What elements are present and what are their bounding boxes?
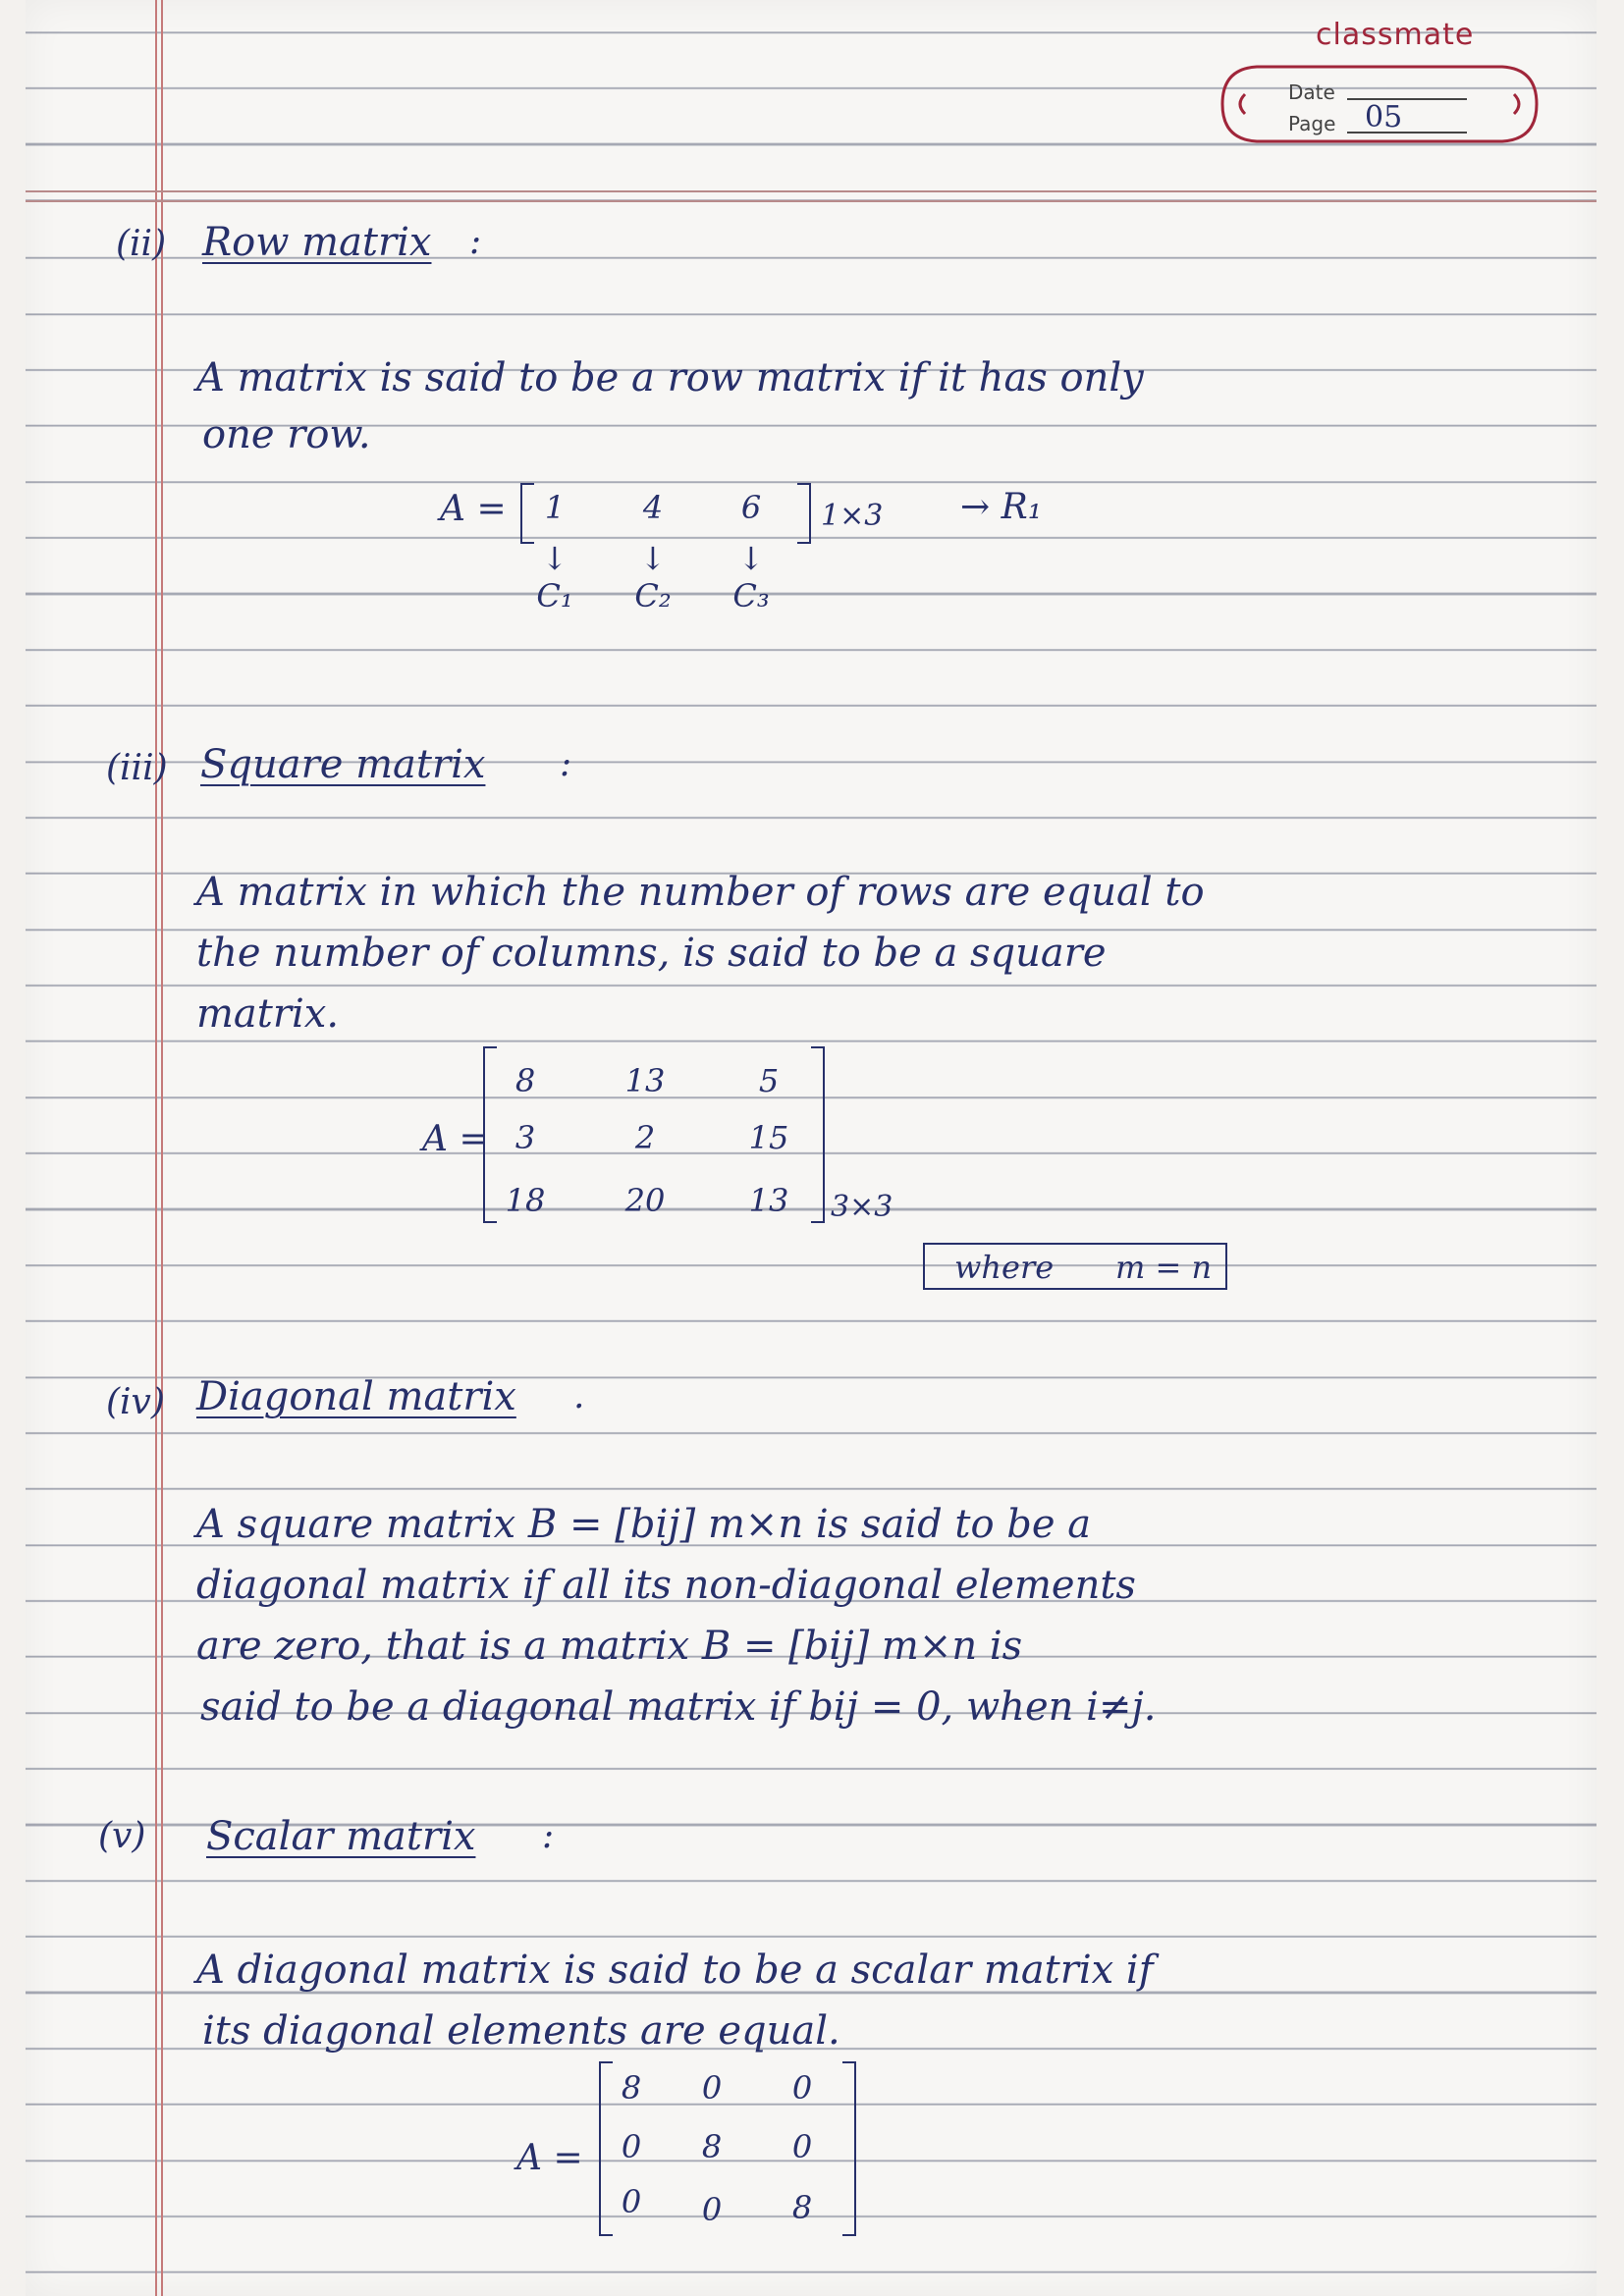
- square-matrix-cell: 18: [505, 1182, 546, 1219]
- square-matrix-cell: 15: [748, 1119, 789, 1156]
- scalar-matrix-cell: 8: [791, 2189, 813, 2226]
- row-matrix-order: 1×3: [821, 499, 884, 533]
- heading-square-suffix: :: [560, 744, 572, 784]
- date-page-badge: [1218, 55, 1542, 153]
- row-matrix-label: A =: [440, 489, 507, 529]
- diagonal-text-line-3: are zero, that is a matrix B = [bij] m×n is: [196, 1624, 1023, 1669]
- column-label: C₃: [732, 577, 770, 614]
- row-matrix-cell: 6: [740, 489, 762, 526]
- square-matrix-right-bracket: [811, 1046, 825, 1223]
- scalar-matrix-cell: 0: [621, 2128, 642, 2165]
- header-rule: [26, 190, 1597, 192]
- heading-scalar-suffix: :: [542, 1816, 555, 1856]
- condition-m-equals-n: m = n: [1115, 1249, 1213, 1286]
- brand-logo: classmate: [1316, 18, 1475, 52]
- column-label: C₂: [634, 577, 672, 614]
- row-matrix-cell: 4: [642, 489, 664, 526]
- square-matrix-cell: 13: [624, 1062, 666, 1099]
- row-text-line-1: A matrix is said to be a row matrix if it has only: [196, 355, 1144, 400]
- row-matrix-cell: 1: [544, 489, 566, 526]
- row-matrix-right-bracket: [797, 483, 811, 544]
- square-matrix-cell: 13: [748, 1182, 789, 1219]
- section-number-square: (iii): [106, 748, 168, 788]
- column-label: C₁: [536, 577, 573, 614]
- scalar-matrix-cell: 8: [701, 2128, 723, 2165]
- down-arrow-icon: ↓: [541, 540, 568, 577]
- square-matrix-cell: 8: [514, 1062, 536, 1099]
- scalar-matrix-label: A =: [516, 2138, 583, 2178]
- scalar-matrix-cell: 0: [791, 2128, 813, 2165]
- heading-diagonal-suffix: .: [573, 1376, 585, 1416]
- scalar-matrix-cell: 0: [791, 2069, 813, 2107]
- diagonal-text-line-1: A square matrix B = [bij] m×n is said to be a: [196, 1502, 1092, 1547]
- square-matrix-label: A =: [422, 1119, 489, 1159]
- heading-diagonal-matrix: Diagonal matrix: [196, 1374, 516, 1419]
- scalar-matrix-cell: 8: [621, 2069, 642, 2107]
- condition-box: [923, 1243, 1227, 1290]
- square-matrix-cell: 3: [514, 1119, 536, 1156]
- diagonal-text-line-4: said to be a diagonal matrix if bij = 0, when i≠j.: [200, 1684, 1157, 1730]
- condition-where: where: [954, 1249, 1055, 1286]
- section-number-scalar: (v): [98, 1816, 146, 1856]
- down-arrow-icon: ↓: [737, 540, 765, 577]
- heading-row-matrix: Row matrix: [202, 220, 432, 265]
- section-number-row: (ii): [116, 224, 167, 264]
- diagonal-text-line-2: diagonal matrix if all its non-diagonal elements: [196, 1563, 1136, 1608]
- square-text-line-2: the number of columns, is said to be a square: [196, 931, 1107, 976]
- scalar-matrix-cell: 0: [701, 2191, 723, 2228]
- date-label: Date: [1288, 80, 1335, 104]
- section-number-diagonal: (iv): [106, 1382, 165, 1422]
- margin-line-left: [155, 0, 157, 2296]
- square-matrix-cell: 5: [758, 1062, 780, 1099]
- scalar-matrix-cell: 0: [621, 2183, 642, 2220]
- heading-row-suffix: :: [469, 222, 482, 262]
- square-matrix-cell: 20: [624, 1182, 666, 1219]
- scalar-matrix-right-bracket: [842, 2061, 856, 2236]
- row-marker: → R₁: [960, 487, 1043, 527]
- square-matrix-order: 3×3: [831, 1190, 893, 1224]
- scalar-text-line-1: A diagonal matrix is said to be a scalar matrix if: [196, 1948, 1154, 1993]
- square-text-line-3: matrix.: [196, 991, 340, 1037]
- heading-scalar-matrix: Scalar matrix: [206, 1814, 476, 1859]
- page-number: 05: [1365, 100, 1403, 134]
- square-text-line-1: A matrix in which the number of rows are equal to: [196, 870, 1205, 915]
- scalar-text-line-2: its diagonal elements are equal.: [202, 2008, 840, 2054]
- down-arrow-icon: ↓: [639, 540, 667, 577]
- square-matrix-cell: 2: [634, 1119, 656, 1156]
- header-rule-2: [26, 200, 1597, 202]
- margin-line-left-2: [161, 0, 163, 2296]
- scalar-matrix-cell: 0: [701, 2069, 723, 2107]
- page-label: Page: [1288, 112, 1336, 135]
- row-text-line-2: one row.: [202, 412, 371, 457]
- heading-square-matrix: Square matrix: [200, 742, 486, 787]
